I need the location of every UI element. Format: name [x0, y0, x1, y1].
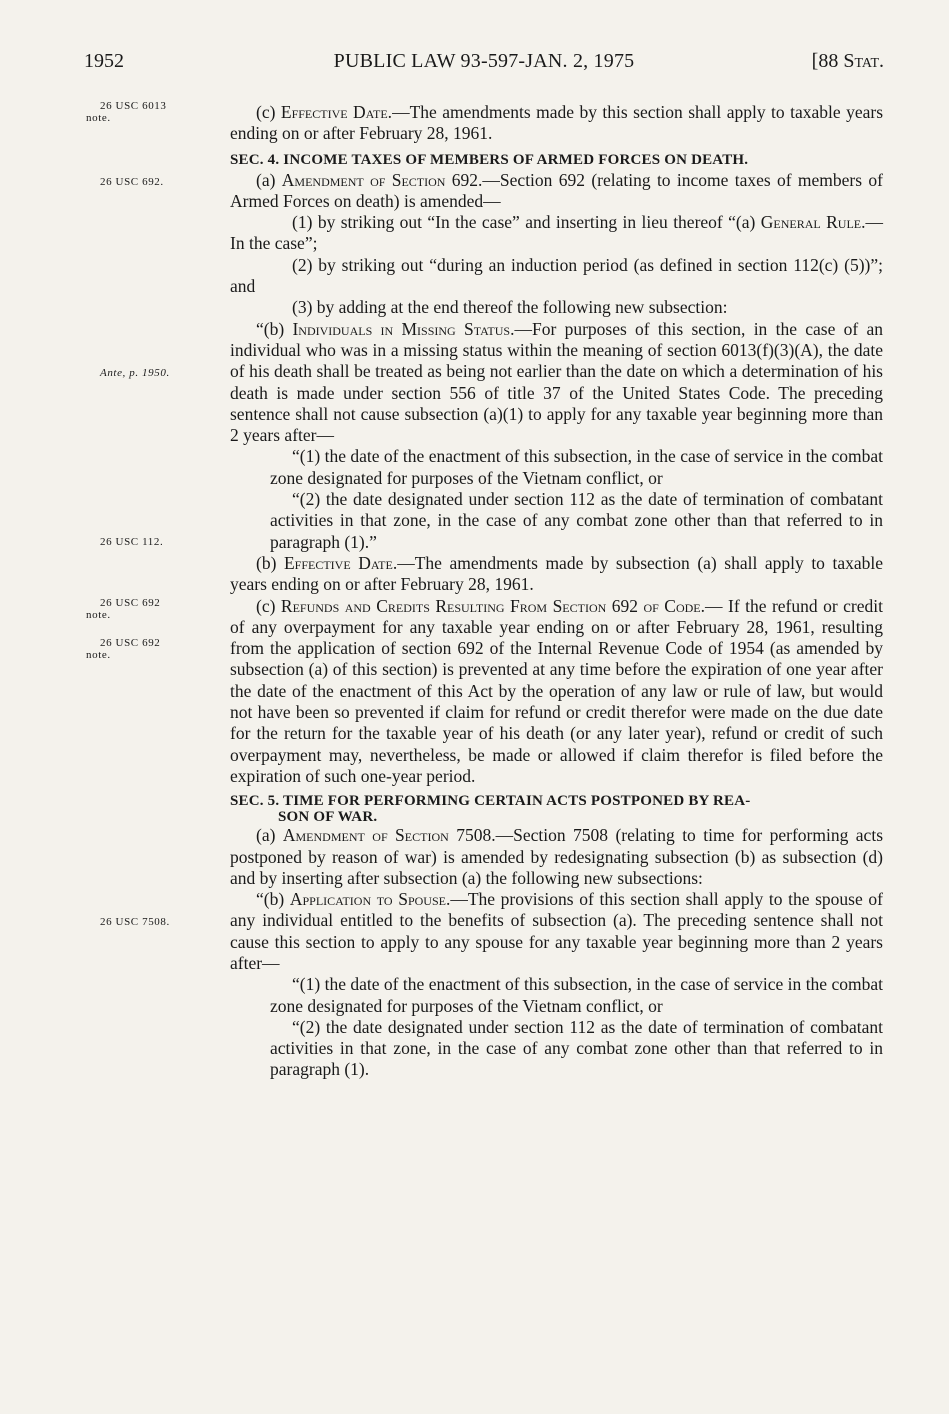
- margin-note-692-c: 26 USC 692 note.: [86, 637, 161, 661]
- paragraph-4c-refunds: (c) Refunds and Credits Resulting From Section 692 of Code.— If the refund or credit of any overpayment for any taxable year ending on or after February 28, 1961, resulting from the application of section 692 of the Internal Revenue Code of 1954 (as amended by subsection (a) of this section) is prevented at any time before the expiration of one year after the date of the enactment of this Act by the operation of any law or rule of law, but would not have been so prevented if claim for refund or credit therefor were made on the due date for the return for the taxable year of his death (or any later year), refund or credit of such overpayment may, nevertheless, be made or allowed if claim therefor is filed before the expiration of such one-year period.: [230, 595, 883, 786]
- main-text: [230, 102, 883, 1081]
- margin-note-6013: 26 USC 6013 note.: [86, 100, 167, 124]
- clause-spouse-1: “(1) the date of the enactment of this subsection, in the case of service in the combat zone designated for purposes of the Vietnam conflict, or: [270, 974, 883, 1016]
- subsection-b-spouse: “(b) Application to Spouse.—The provisions of this section shall apply to the spouse of any individual entitled to the benefits of subsection (a). The preceding sentence shall not cause this section to apply to any spouse for any taxable year beginning more than 2 years after—: [230, 889, 883, 973]
- margin-note-692-b: 26 USC 692 note.: [86, 597, 161, 621]
- clause-spouse-2: “(2) the date designated under section 112 as the date of termination of combatant activities in that zone, in the case of any combat zone other than that referred to in paragraph (1).: [270, 1016, 883, 1080]
- paragraph-c-effective-date: (c) Effective Date.—The amendments made by this section shall apply to taxable years ending on or after February 28, 1961.: [230, 102, 884, 144]
- subsection-b-missing-status: “(b) Individuals in Missing Status.—For purposes of this section, in the case of an individual who was in a missing status within the meaning of section 6013(f)(3)(A), the date of his death shall be treated as being not earlier than the date on which a determination of his death is made under section 556 of title 37 of the United States Code. The preceding sentence shall not cause subsection (a)(1) to apply for any taxable year beginning more than 2 years after—: [230, 318, 883, 446]
- clause-b-2: “(2) the date designated under section 112 as the date of termination of combatant activities in that zone, in the case of any combat zone other than that referred to in paragraph (1).”: [270, 489, 883, 552]
- clause-4a-3: (3) by adding at the end thereof the following new subsection:: [292, 297, 728, 318]
- margin-note-7508: 26 USC 7508.: [100, 916, 170, 928]
- running-title: PUBLIC LAW 93-597-JAN. 2, 1975: [333, 50, 635, 72]
- paragraph-4b-effective-date: (b) Effective Date.—The amendments made by subsection (a) shall apply to taxable years ending on or after February 28, 1961.: [230, 552, 883, 595]
- clause-b-1: “(1) the date of the enactment of this subsection, in the case of service in the combat zone designated for purposes of the Vietnam conflict, or: [270, 446, 883, 488]
- paragraph-5a: (a) Amendment of Section 7508.—Section 7508 (relating to time for performing acts postponed by reason of war) is amended by redesignating subsection (b) as subsection (d) and by inserting after subsection (a) the following new subsections:: [230, 825, 884, 888]
- section-4-heading: SEC. 4. INCOME TAXES OF MEMBERS OF ARMED FORCES ON DEATH.: [230, 151, 749, 168]
- section-5-heading: SEC. 5. TIME FOR PERFORMING CERTAIN ACTS POSTPONED BY REA- SON OF WAR.: [230, 793, 751, 826]
- paragraph-4a: (a) Amendment of Section 692.—Section 692 (relating to income taxes of members of Armed Forces on death) is amended—: [230, 169, 883, 211]
- margin-note-ante: Ante, p. 1950.: [100, 367, 170, 379]
- clause-4a-2: (2) by striking out “during an induction period (as defined in section 112(c) (5))”; and: [230, 254, 883, 297]
- page-header: [84, 50, 884, 80]
- statute-reference: [88 Stat.: [811, 50, 884, 72]
- margin-note-692: 26 USC 692.: [100, 176, 164, 188]
- margin-note-112: 26 USC 112.: [100, 536, 164, 548]
- page-number: 1952: [84, 50, 124, 72]
- clause-4a-1: (1) by striking out “In the case” and inserting in lieu thereof “(a) General Rule.—In the case”;: [230, 212, 883, 254]
